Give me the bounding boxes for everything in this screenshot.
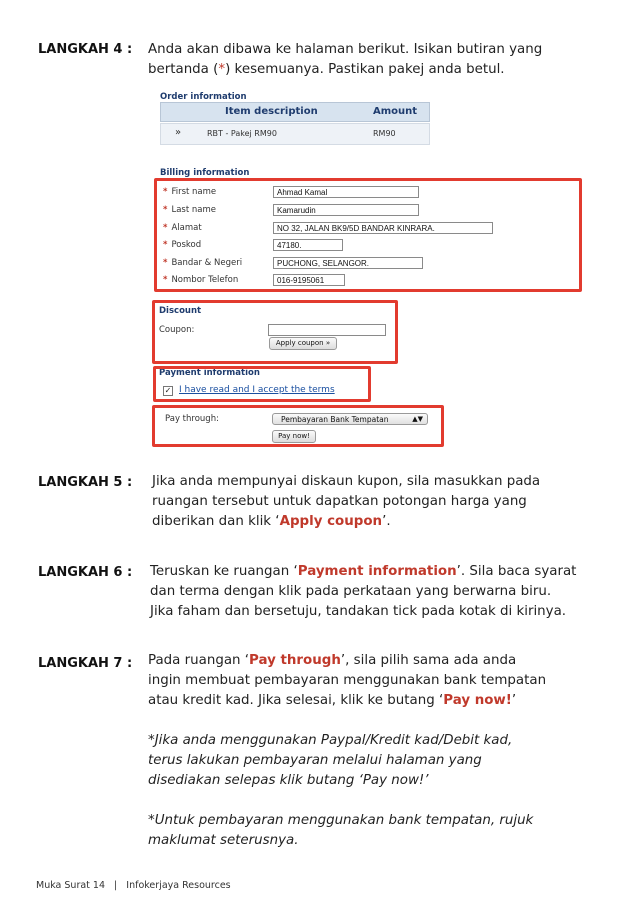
select-arrows-icon: ▲▼ [412,415,423,423]
billing-field-input[interactable]: Kamarudin [273,204,419,216]
row-amount: RM90 [373,129,396,138]
payment-info-highlight: Payment information [297,564,457,579]
step-7-line-1-post: ’, sila pilih sama ada anda [340,653,517,668]
required-star: * [163,258,168,268]
step-4-text [148,40,608,80]
required-star: * [163,223,168,233]
row-item: RBT - Pakej RM90 [207,129,277,138]
apply-coupon-button[interactable]: Apply coupon » [269,337,337,350]
step-4-line-2-post: ) kesemuanya. Pastikan pakej anda betul. [225,62,505,77]
required-star: * [163,275,168,285]
billing-field-label-text: Last name [171,205,216,215]
billing-highlight-box [154,178,582,292]
pay-now-button[interactable]: Pay now! [272,430,316,443]
billing-field-input[interactable]: 016-9195061 [273,274,345,286]
step-5-line-3-post: ’. [382,514,391,529]
footer-separator: | [114,880,118,891]
footer-source: Infokerjaya Resources [126,880,231,891]
billing-field-label-text: First name [171,187,217,197]
step-5-line-3 [152,512,612,532]
billing-field-input[interactable]: PUCHONG, SELANGOR. [273,257,423,269]
apply-coupon-highlight: Apply coupon [279,514,383,529]
step-7-note-2-line-2: maklumat seterusnya. [148,833,299,848]
col-item-description: Item description [225,106,318,117]
order-info-title: Order information [160,92,247,102]
required-star: * [163,240,168,250]
step-7-label: LANGKAH 7 : [38,656,133,671]
step-7-note-2-line-1: *Untuk pembayaran menggunakan bank tempatan, rujuk [148,813,534,828]
payment-info-title: Payment information [159,368,260,378]
step-7-note-1-line-1: *Jika anda menggunakan Paypal/Kredit kad/Debit kad, [148,733,513,748]
required-star: * [163,187,168,197]
col-amount: Amount [373,106,418,117]
required-star: * [218,62,226,77]
step-6-line-1 [150,562,620,582]
row-marker: » [175,127,182,138]
step-5-text [152,472,612,532]
billing-field-label-text: Nombor Telefon [171,275,239,285]
step-6-line-1-pre: Teruskan ke ruangan ‘ [150,564,298,579]
required-star: * [163,205,168,215]
step-7-note-1-line-2: terus lakukan pembayaran melalui halaman yang [148,753,482,768]
billing-field-input[interactable]: 47180. [273,239,343,251]
billing-info-title: Billing information [160,168,250,178]
pay-through-highlight: Pay through [249,653,341,668]
terms-link[interactable]: I have read and I accept the terms [179,385,335,395]
pay-now-highlight: Pay now! [443,693,512,708]
step-7-line-1-pre: Pada ruangan ‘ [148,653,250,668]
step-5-line-1: Jika anda mempunyai diskaun kupon, sila masukkan pada [152,474,541,489]
step-7-note-1-line-3: disediakan selepas klik butang ‘Pay now!’ [148,773,429,788]
coupon-label: Coupon: [159,325,195,335]
footer-page-number: Muka Surat 14 [36,880,106,891]
pay-through-label: Pay through: [165,414,219,424]
step-7-line-3-pre: atau kredit kad. Jika selesai, klik ke butang ‘ [148,693,444,708]
billing-field-label-text: Poskod [171,240,202,250]
pay-through-selected: Pembayaran Bank Tempatan [281,415,389,424]
billing-field-input[interactable]: Ahmad Kamal [273,186,419,198]
billing-field-label-text: Alamat [171,223,202,233]
step-7-text [148,651,608,851]
step-4-line-1: Anda akan dibawa ke halaman berikut. Isikan butiran yang [148,42,543,57]
step-4-label: LANGKAH 4 : [38,42,133,57]
payment-highlight-box [153,366,371,402]
step-5-label: LANGKAH 5 : [38,475,133,490]
discount-title: Discount [159,306,202,316]
step-6-line-2: dan terma dengan klik pada perkataan yang berwarna biru. [150,584,552,599]
step-7-line-3-post: ’ [511,693,517,708]
billing-field-label-text: Bandar & Negeri [171,258,243,268]
step-6-text [150,562,620,622]
step-4-line-2-pre: bertanda ( [148,62,219,77]
order-table-header [160,102,430,122]
step-4-line-2 [148,60,608,80]
step-6-line-3: Jika faham dan bersetuju, tandakan tick pada kotak di kirinya. [150,604,567,619]
step-7-line-1 [148,651,608,671]
step-5-line-3-pre: diberikan dan klik ‘ [152,514,280,529]
accept-terms-checkbox[interactable]: ✓ [164,386,172,395]
pay-through-highlight-box [152,405,444,447]
step-6-label: LANGKAH 6 : [38,565,133,580]
page-footer [36,880,231,891]
step-7-line-2: ingin membuat pembayaran menggunakan bank tempatan [148,673,547,688]
step-6-line-1-post: ’. Sila baca syarat [456,564,577,579]
billing-field-input[interactable]: NO 32, JALAN BK9/5D BANDAR KINRARA. [273,222,493,234]
step-7-line-3 [148,691,608,711]
order-table-row [160,123,430,145]
discount-highlight-box [152,300,398,364]
step-5-line-2: ruangan tersebut untuk dapatkan potongan harga yang [152,494,527,509]
